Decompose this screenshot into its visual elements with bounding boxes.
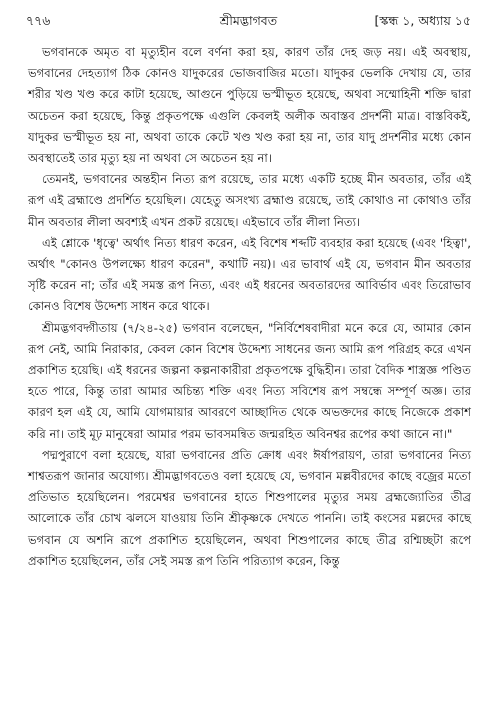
page-title: শ্রীমদ্ভাগবত bbox=[219, 13, 278, 28]
section-reference: [স্কন্ধ ১, অধ্যায় ১৫ bbox=[374, 13, 471, 28]
page-header bbox=[26, 10, 471, 32]
paragraph-4: শ্রীমদ্ভগবদ্গীতায় (৭/২৪-২৫) ভগবান বলেছেন, "নির্বিশেষবাদীরা মনে করে যে, আমার কোন রূপ নেই, আমি নিরাকার, কেবল কোন বিশেষ উদ্দেশ্য সাধনের জন্য আমি রূপ পরিগ্রহ করে এখন প্রকাশিত হয়েছি। এই ধরনের জল্পনা কল্পনাকারীরা প্রকৃতপক্ষে বুদ্ধিহীন। তারা বৈদিক শাস্ত্রজ্ঞ পণ্ডিত হতে পারে, কিন্তু তারা আমার অচিন্ত্য শক্তি এবং নিত্য সবিশেষ রূপ সম্বন্ধে সম্পূর্ণ অজ্ঞ। তার কারণ হল এই যে, আমি যোগমায়ার আবরণে আচ্ছাদিত থেকে অভক্তদের কাছে নিজেকে প্রকাশ করি না। তাই মূঢ় মানুষেরা আমার পরম ভাবসমন্বিত জন্মরহিত অবিনশ্বর রূপের কথা জানে না।" bbox=[28, 320, 471, 441]
paragraph-1: ভগবানকে অমৃত বা মৃত্যুহীন বলে বর্ণনা করা হয়, কারণ তাঁর দেহ জড় নয়। এই অবস্থায়, ভগবানের দেহত্যাগ ঠিক কোনও যাদুকরের ভোজবাজির মতো। যাদুকর ভেলকি দেখায় যে, তার শরীর খণ্ড খণ্ড করে কাটা হয়েছে, আগুনে পুড়িয়ে ভস্মীভূত হয়েছে, অথবা সম্মোহিনী শক্তি দ্বারা অচেতন করা হয়েছে, কিন্তু প্রকৃতপক্ষে এগুলি কেবলই অলীক অবাস্তব প্রদর্শনী মাত্র। বাস্তবিকই, যাদুকর ভস্মীভূত হয় না, অথবা তাকে কেটে খণ্ড খণ্ড করা হয় না, তার যাদু প্রদর্শনীর মধ্যে কোন অবস্থাতেই তার মৃত্যু হয় না অথবা সে অচেতন হয় না। bbox=[28, 45, 471, 166]
paragraph-2: তেমনই, ভগবানের অন্তহীন নিত্য রূপ রয়েছে, তার মধ্যে একটি হচ্ছে মীন অবতার, তাঁর এই রূপ এই ব্রহ্মাণ্ডে প্রদর্শিত হয়েছিল। যেহেতু অসংখ্য ব্রহ্মাণ্ড রয়েছে, তাই কোথাও না কোথাও তাঁর মীন অবতার লীলা অবশ্যই এখন প্রকট রয়েছে। এইভাবে তাঁর লীলা নিত্য। bbox=[28, 172, 471, 229]
page-body bbox=[28, 42, 471, 572]
page-number: ৭৭৬ bbox=[26, 13, 51, 28]
paragraph-5: পদ্মপুরাণে বলা হয়েছে, যারা ভগবানের প্রতি ক্রোধ এবং ঈর্ষাপরায়ণ, তারা ভগবানের নিত্য শাশ্বতরূপ জানার অযোগ্য। শ্রীমদ্ভাগবতেও বলা হয়েছে যে, ভগবান মল্লবীরদের কাছে বজ্রের মতো প্রতিভাত হয়েছিলেন। পরমেশ্বর ভগবানের হাতে শিশুপালের মৃত্যুর সময় ব্রহ্মজ্যোতির তীব্র আলোকে তাঁর চোখ ঝলসে যাওয়ায় তিনি শ্রীকৃষ্ণকে দেখতে পাননি। তাই কংসের মল্লদের কাছে ভগবান যে অশনি রূপে প্রকাশিত হয়েছিলেন, অথবা শিশুপালের কাছে তীব্র রশ্মিচ্ছটা রূপে প্রকাশিত হয়েছিলেন, তাঁর সেই সমস্ত রূপ তিনি পরিত্যাগ করেন, কিন্তু bbox=[28, 447, 471, 568]
paragraph-3: এই শ্লোকে 'ধৃত্বে' অর্থাৎ নিত্য ধারণ করেন, এই বিশেষ শব্দটি ব্যবহার করা হয়েছে (এবং 'হিত্বা', অর্থাৎ "কোনও উপলক্ষ্যে ধারণ করেন", কথাটি নয়)। এর ভাবার্থ এই যে, ভগবান মীন অবতার সৃষ্টি করেন না; তাঁর এই সমস্ত রূপ নিত্য, এবং এই ধরনের অবতারদের আবির্ভাব এবং তিরোভাব কোনও বিশেষ উদ্দেশ্য সাধন করে থাকে। bbox=[28, 235, 471, 314]
